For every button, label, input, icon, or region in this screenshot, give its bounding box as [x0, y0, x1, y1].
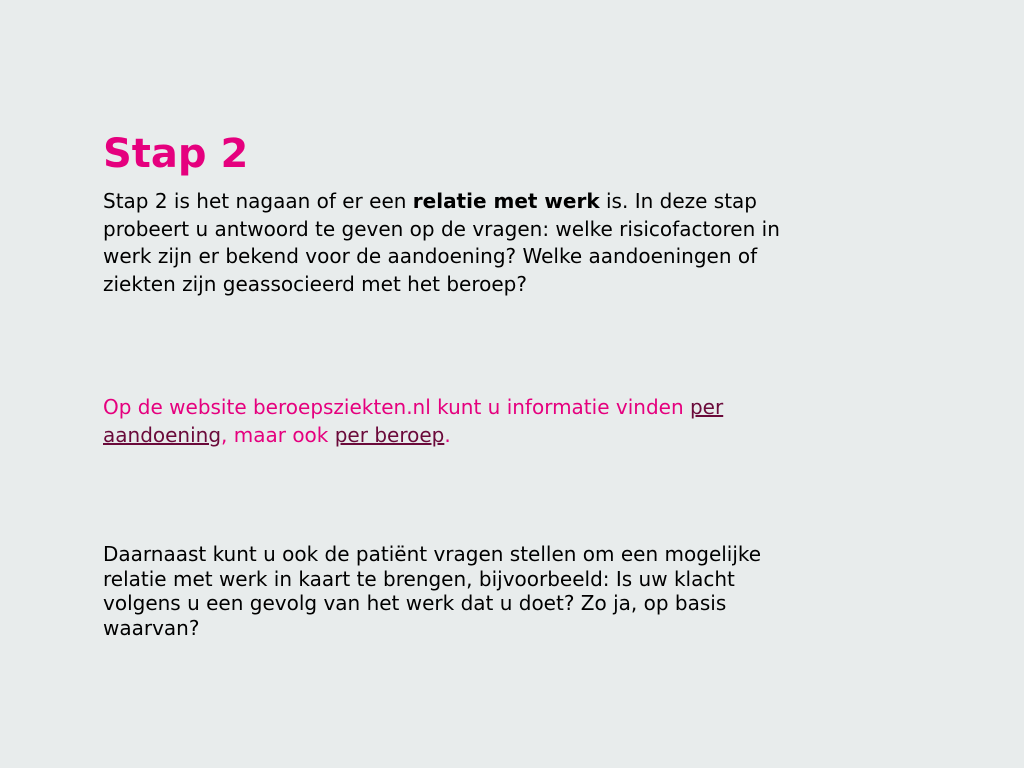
intro-bold-text: relatie met werk: [412, 189, 600, 213]
intro-text-continued: is. In deze stap: [599, 189, 757, 213]
website-text: Op de website beroepsziekten.nl kunt u informatie vinden: [103, 395, 690, 419]
closing-paragraph: [103, 542, 761, 640]
closing-line-1: Daarnaast kunt u ook de patiënt vragen stellen om een mogelijke: [103, 542, 762, 566]
closing-line-4: waarvan?: [103, 615, 200, 640]
closing-line-2: relatie met werk in kaart te brengen, bijvoorbeeld: Is uw klacht: [103, 566, 735, 591]
intro-line-3: werk zijn er bekend voor de aandoening? Welke aandoeningen of: [103, 244, 758, 268]
slide: [103, 0, 903, 768]
intro-line-2: probeert u antwoord te geven op de vragen: welke risicofactoren in: [103, 216, 780, 241]
website-text-middle: , maar ook: [221, 423, 335, 447]
intro-line-4: ziekten zijn geassocieerd met het beroep?: [103, 271, 527, 296]
link-per-beroep[interactable]: per beroep: [334, 423, 445, 447]
intro-text: Stap 2 is het nagaan of er een: [103, 189, 413, 213]
website-paragraph: [103, 393, 723, 449]
website-text-end: .: [444, 423, 451, 447]
intro-paragraph: [103, 188, 780, 298]
slide-title: Stap 2: [103, 131, 249, 177]
closing-line-3: volgens u een gevolg van het werk dat u doet? Zo ja, op basis: [103, 591, 727, 615]
link-per-aandoening[interactable]: per aandoening: [103, 395, 724, 447]
